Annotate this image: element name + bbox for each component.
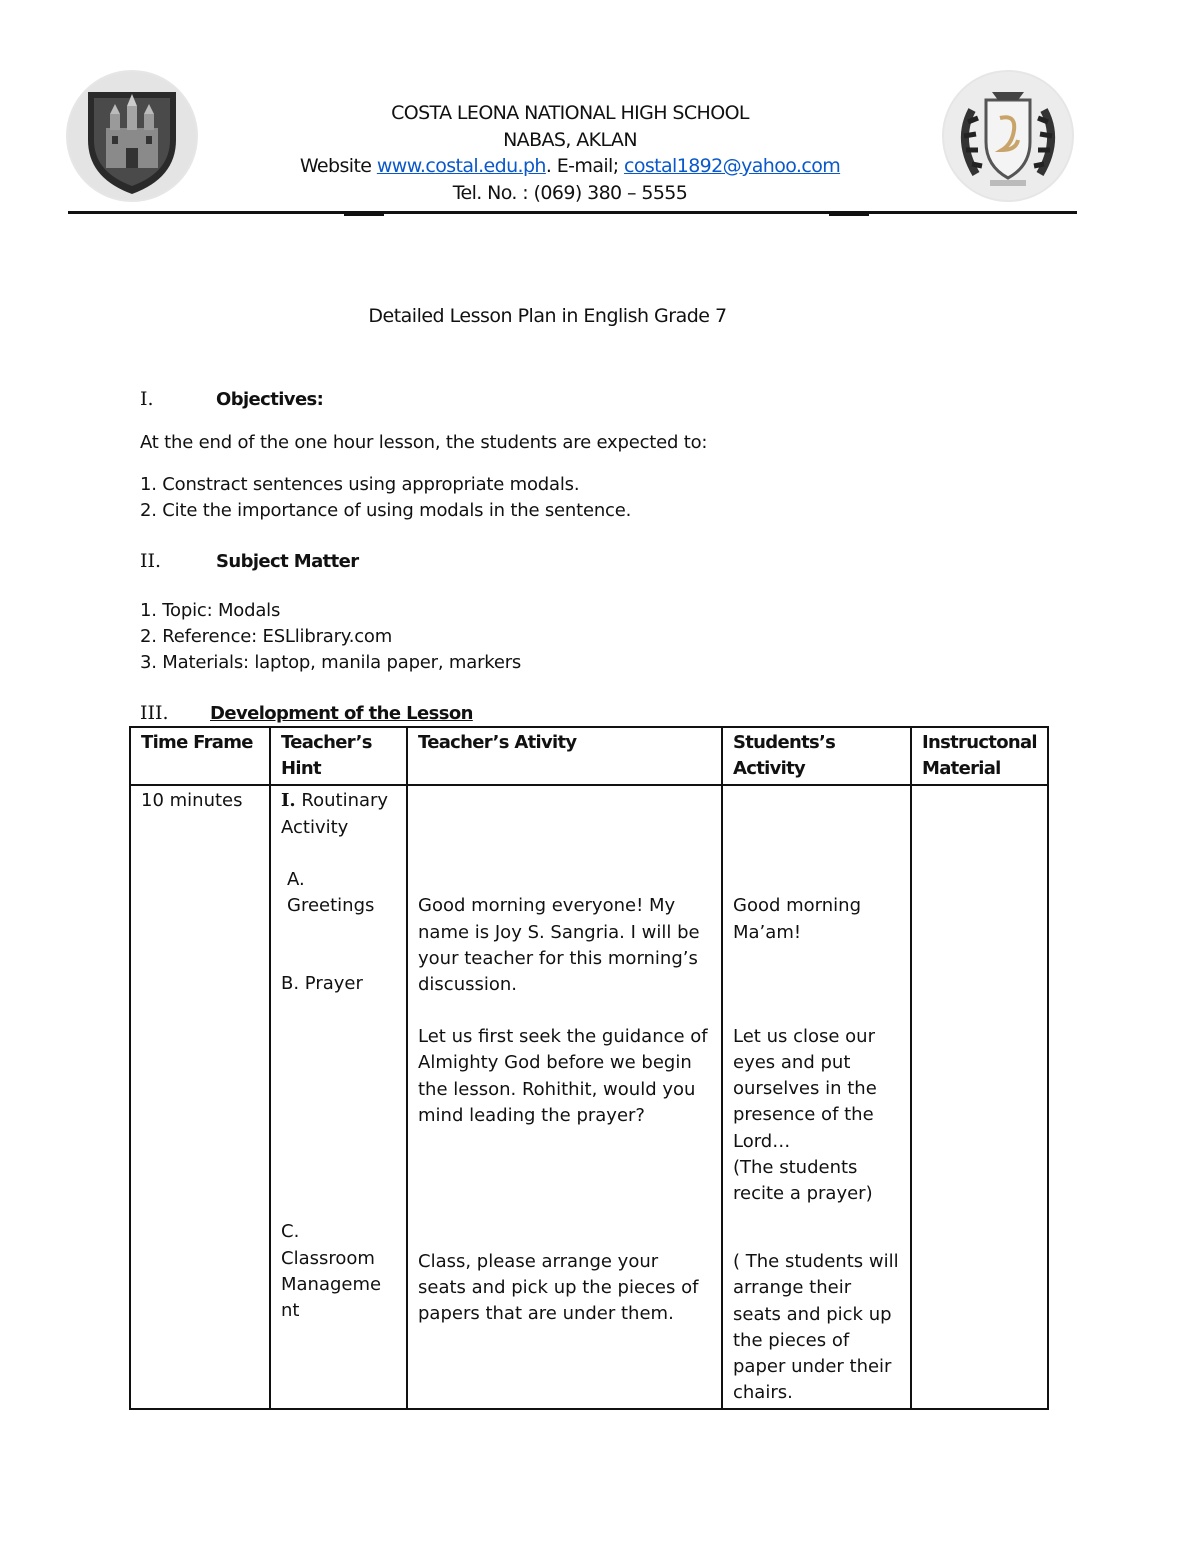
teacher-greeting: Good morning everyone! My name is Joy S. Sangria. I will be your teacher for this morning’s discussion.	[418, 895, 700, 996]
instructional-material-cell	[911, 785, 1048, 1409]
hint-classroom-management: C. Classroom Manageme nt	[281, 1221, 382, 1322]
student-prayer-note: (The students recite a prayer)	[733, 1156, 873, 1205]
hint-routinary-label: Routinary Activity	[281, 790, 389, 838]
development-number: III.	[140, 702, 169, 724]
subject-matter-number: II.	[140, 550, 162, 572]
development-title: Development of the Lesson	[210, 703, 473, 724]
time-frame-cell	[130, 785, 270, 1409]
website-link[interactable]: www.costal.edu.ph	[376, 155, 546, 177]
lesson-table	[129, 726, 1049, 1410]
column-header-instructional-material: Instructonal Material	[911, 727, 1048, 785]
subject-item: 2. Reference: ESLlibrary.com	[140, 626, 393, 647]
column-header-teacher-hint: Teacher’s Hint	[270, 727, 407, 785]
hint-prayer: B. Prayer	[281, 973, 363, 995]
telephone: Tel. No. : (069) 380 – 5555	[452, 181, 688, 204]
hint-routinary-number: I.	[281, 790, 296, 812]
student-activity-cell	[722, 785, 911, 1409]
objectives-intro: At the end of the one hour lesson, the students are expected to:	[140, 432, 708, 453]
subject-item: 3. Materials: laptop, manila paper, markers	[140, 652, 522, 673]
student-prayer: Let us close our eyes and put ourselves in the presence of the Lord…	[733, 1025, 877, 1152]
objectives-number: I.	[140, 388, 154, 410]
teacher-hint-cell	[270, 785, 407, 1409]
objectives-title: Objectives:	[216, 389, 324, 410]
laurel-crest-icon	[942, 70, 1074, 202]
document-title: Detailed Lesson Plan in English Grade 7	[368, 305, 727, 327]
teacher-prayer: Let us first seek the guidance of Almighty God before we begin the lesson. Rohithit, would you mind leading the prayer?	[418, 1026, 708, 1126]
column-header-time-frame: Time Frame	[130, 727, 270, 785]
objective-item: 1. Constract sentences using appropriate modals.	[140, 474, 580, 495]
school-header	[230, 100, 910, 206]
subject-matter-heading	[140, 550, 359, 572]
table-row	[130, 785, 1048, 1409]
objectives-heading	[140, 388, 323, 410]
school-name: COSTA LEONA NATIONAL HIGH SCHOOL	[391, 102, 749, 124]
table-header-row	[130, 727, 1048, 785]
hint-greetings: A. Greetings	[287, 868, 375, 917]
subject-item: 1. Topic: Modals	[140, 600, 281, 621]
column-header-student-activity: Students’s Activity	[722, 727, 911, 785]
time-frame-value: 10 minutes	[141, 790, 243, 812]
header-divider	[68, 211, 1077, 214]
development-heading	[140, 702, 473, 724]
contact-line	[230, 153, 910, 180]
header-divider-tab-right	[829, 214, 869, 216]
header-divider-tab-left	[344, 214, 384, 216]
school-location: NABAS, AKLAN	[503, 128, 637, 151]
teacher-classroom: Class, please arrange your seats and pick up the pieces of papers that are under them.	[418, 1251, 699, 1325]
objective-item: 2. Cite the importance of using modals in the sentence.	[140, 500, 632, 521]
subject-matter-title: Subject Matter	[216, 551, 359, 572]
email-label: . E-mail;	[545, 155, 624, 177]
website-label: Website	[299, 155, 377, 177]
teacher-activity-cell	[407, 785, 722, 1409]
column-header-teacher-activity: Teacher’s Ativity	[407, 727, 722, 785]
email-link[interactable]: costal1892@yahoo.com	[623, 155, 841, 177]
hint-routinary	[281, 788, 396, 840]
student-classroom: ( The students will arrange their seats and pick up the pieces of paper under their chairs.	[733, 1251, 899, 1404]
castle-shield-icon	[66, 70, 198, 202]
student-greeting: Good morning Ma’am!	[733, 895, 861, 943]
